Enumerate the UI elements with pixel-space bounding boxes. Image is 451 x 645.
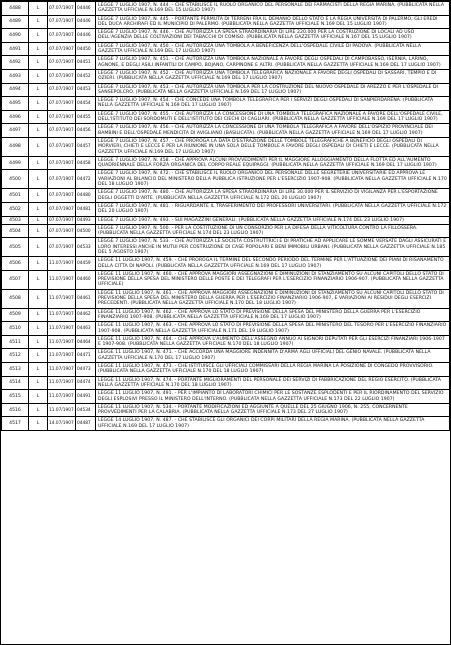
entry-type: L: [29, 270, 48, 289]
entry-page: 04450: [76, 42, 96, 56]
table-row: [2, 216, 450, 224]
table-row: [2, 417, 450, 431]
entry-number: 4491: [2, 42, 29, 56]
entry-description: LEGGE 7 LUGLIO 1907, N. 533. - CHE AUTORIZZA LE SOCIETA COSTRUTTRICI E DI PRATICHE AD APPLICARE LE SOMME VERSATE DAGLI ASSICURATI E LORO INTERESSI ANCHE IN MUTUI PER COSTRUZIONE DI CASE POPOLARI E BENI IMMOBILI URBANI. (PUBBLICATA NELLA GAZZETTA UFFICIALE N.185 DEL 5 AGOSTO 1907): [96, 238, 450, 257]
entry-type: L: [29, 170, 48, 189]
entry-number: 4501: [2, 189, 29, 203]
entry-page: 04446: [76, 29, 96, 43]
entry-number: 4493: [2, 69, 29, 83]
entry-page: 04461: [76, 289, 96, 308]
entry-description: LEGGE 11 LUGLIO 1907, N. 471. - CHE ACCORDA UNA MAGGIORE INDENNITA D'ARMA AGLI UFFICIALI DEL GENIO NAVALE. (PUBBLICATA NELLA GAZZETTA UFFICIALE N.170 DEL 17 LUGLIO 1907): [96, 349, 450, 363]
entry-description: LEGGE 7 LUGLIO 1907, N. 458. - CHE APPROVA ALCUNI PROVVEDIMENTI PER IL MAGGIORE ALLOGGIAMENTO DELLA FLOTTA ED ALL'AUMENTO QUADRIENNALE DELLA FORZA ORGANICA DEL CORPO REALE EQUIPAGGI. (PUBBLICATA NELLA GAZZETTA UFFICIALE N.169 DEL 17 LUGLIO 1907): [96, 156, 450, 170]
entry-date: 07.07/1907: [49, 217, 74, 223]
entry-number: 4498: [2, 137, 29, 156]
entry-description: LEGGE 7 LUGLIO 1907, N. 450. - CHE AUTORIZZA UNA TOMBOLA A BENEFICENZA DELL'OSPEDALE CIVILE DI PADOVA. (PUBBLICATA NELLA GAZZETTA UFFICIALE N.169 DEL 17 LUGLIO 1907): [96, 42, 450, 56]
entry-description: LEGGE 7 LUGLIO 1907, N. 457. - CHE PROROGA LA DATA D'ESTRAZIONE DELLE TOMBOLE TELEGRAFICHE A BENEFICIO DEGLI OSPEDALI DI MORVIERI, CHIETI E LECCE E PER LA RIUNIONE IN UNA SOLA DELLE TOMBOLE A FAVORE DEGLI OSPEDALI DI CHIETI E LECCE. (PUBBLICATA NELLA GAZZETTA UFFICIALE N.169 DEL 17 LUGLIO 1907): [96, 137, 450, 156]
entry-date: 11.07/1907: [48, 363, 76, 377]
entry-date: 07.07/1907: [48, 224, 76, 238]
entry-number: 4503: [2, 216, 29, 224]
table-row: [2, 15, 450, 29]
entry-type: L: [29, 29, 48, 43]
entry-date: 07.07/1907: [48, 15, 76, 29]
entry-number: 4516: [2, 403, 29, 417]
entry-date: 11.07/1907: [48, 349, 76, 363]
table-row: [2, 189, 450, 203]
entry-page: 04534: [76, 403, 96, 417]
entry-type: L: [29, 376, 48, 390]
law-register-rows: [2, 2, 450, 431]
entry-type: L: [29, 110, 48, 124]
table-row: [2, 124, 450, 138]
entry-description: LEGGE 7 LUGLIO 1907, N. 453. - CHE AUTORIZZA UNA TOMBOLA PER LA COSTRUZIONE DEL NUOVO OSPEDALE DI AREZZO E PER L'OSPEDALE DI SANSEPOLCRO. (PUBBLICATA NELLA GAZZETTA UFFICIALE N.169 DEL 17 LUGLIO 1907): [96, 83, 450, 97]
table-row: [2, 110, 450, 124]
entry-page: 04493: [76, 216, 96, 224]
entry-page: 04458: [76, 156, 96, 170]
entry-date: 07.07/1907: [48, 137, 76, 156]
entry-type: L: [29, 349, 48, 363]
entry-description: LEGGE 11 LUGLIO 1907, N. 491. - PER L'IMPIANTO DI LABORATORI CHIMICI PER LE SOSTANZE ESPLODENTI E PER IL RIORDINAMENTO DEL SERVIZIO DEGLI ESPLOSIVI PRESSO IL MINISTERO DELL'INTERNO. (PUBBLICATA NELLA GAZZETTA UFFICIALE N.173 DEL 22 LUGLIO 1907): [96, 390, 450, 404]
entry-description: LEGGE 11 LUGLIO 1907, N. 473. - CHE ISTITUISCE GLI UFFICIALI COMMISSARI DELLA REGIA MARINA LA POSIZIONE DI CONGEDO PROVVISORIO. (PUBBLICATA NELLA GAZZETTA UFFICIALE N.170 DEL 18 LUGLIO 1907): [96, 363, 450, 377]
entry-description: LEGGE 7 LUGLIO 1907, N. 472. - CHE STABILISCE IL RUOLO ORGANICO DEL PERSONALE DELLE SEGRETERIE UNIVERSITARIE ED APPROVA LE VARIAZIONI AL BILANCIO DEL MINISTERO DELLA PUBBLICA ISTRUZIONE PER L'ESERCIZIO 1907-908. (PUBBLICATA NELLA GAZZETTA UFFICIALE N.170 DEL 18 LUGLIO 1907): [96, 170, 450, 189]
table-row: [2, 322, 450, 336]
entry-page: 04500: [76, 224, 96, 238]
entry-number: 4505: [2, 238, 29, 257]
entry-number: 4506: [2, 257, 29, 271]
entry-page: 04456: [76, 124, 96, 138]
entry-number: 4494: [2, 83, 29, 97]
entry-description: LEGGE 11 LUGLIO 1907, N. 463. - CHE APPROVA LO STATO DI PREVISIONE DELLA SPESA DEL MINISTERO DEL TESORO PER L'ESERCIZIO FINANZIARIO 1907-908. (PUBBLICATA NELLA GAZZETTA UFFICIALE N.171 DEL 19 LUGLIO 1907): [96, 322, 450, 336]
entry-date: 07.07/1907: [48, 97, 76, 111]
entry-description: LEGGE 7 LUGLIO 1907, N. 446. - CHE AUTORIZZA LA SPESA STRAORDINARIA DI LIRE 220.000 PER LA COSTRUZIONE DI LOCALI AD USO DELL'AGENZIA DELLE COLTIVAZIONI DEI TABACCHI DI COMISO. (PUBBLICATA NELLA GAZZETTA UFFICIALE N.167 DEL 15 LUGLIO 1907): [96, 29, 450, 43]
entry-page: 04454: [76, 97, 96, 111]
entry-type: L: [29, 289, 48, 308]
entry-page: 04473: [76, 363, 96, 377]
entry-page: 04481: [76, 202, 96, 216]
entry-date: 07.07/1907: [48, 29, 76, 43]
entry-date: 07.07/1907: [48, 69, 76, 83]
entry-page: 04463: [76, 322, 96, 336]
entry-page: 04462: [76, 308, 96, 322]
entry-number: 4511: [2, 335, 29, 349]
entry-description: LEGGE 7 LUGLIO 1907, N. 454. - CHE CONCEDE UNA TOMBOLA TELEGRAFICA PER I SERVIZI DEGLI OSPEDALI DI SANPIERDARENA. (PUBBLICATA NELLA GAZZETTA UFFICIALE N.169 DEL 17 LUGLIO 1907): [96, 97, 450, 111]
entry-description: LEGGE 11 LUGLIO 1907, N. 461. - CHE APPROVA MAGGIORI ASSEGNAZIONI E DIMINUZIONI DI STANZIAMENTO SU ALCUNI CAPITOLI DELLO STATO DI PREVISIONE DELLA SPESA DEL MINISTERO DELLA GUERRA PER L'ESERCIZIO FINANZIARIO 1906-907, E VARIAZIONI AI RESIDUI DEGLI ESERCIZI PRECEDENTI. (PUBBLICATA NELLA GAZZETTA UFFICIALE N.170 DEL 18 LUGLIO 1907): [96, 289, 450, 308]
entry-type: L: [29, 238, 48, 257]
entry-description: LEGGE 7 LUGLIO 1907, N. 451. - CHE AUTORIZZA UNA TOMBOLA NAZIONALE A FAVORE DEGLI OSPEDALI DI CAMPOBASSO, ISERNIA, LARINO, AGNONE, E DEGLI ASILI INFANTILI DI CAMPO, BOJANO, CARPINONE E ALTRI. (PUBBLICATA NELLA GAZZETTA UFFICIALE N.169 DEL 17 LUGLIO 1907): [96, 56, 450, 70]
entry-date: 11.07/1907: [48, 376, 76, 390]
table-row: [2, 156, 450, 170]
entry-date: 11.07/1907: [48, 308, 76, 322]
entry-number: 4496: [2, 110, 29, 124]
entry-date: 14.07/1907: [48, 417, 76, 431]
entry-date: 11.07/1907: [48, 335, 76, 349]
table-row: [2, 56, 450, 70]
entry-type: L: [29, 308, 48, 322]
entry-date: 11.07/1907: [48, 289, 76, 308]
entry-date: 07.07/1907: [48, 170, 76, 189]
entry-page: 04459: [76, 257, 96, 271]
entry-description: LEGGE 7 LUGLIO 1907, N. 456. - CHE AUTORIZZA LA CONCESSIONE DI UNA TOMBOLA TELEGRAFICA A FAVORE DELL'OSPIZIO PROVINCIALE DEI BAMBINI E DELL'OSPEDALE MENDICITA DI AVIGLIANO (BASILICATA). (PUBBLICATA NELLA GAZZETTA UFFICIALE N.169 DEL 17 LUGLIO 1907): [96, 124, 450, 138]
entry-date: 11.07/1907: [48, 257, 76, 271]
entry-date: 07.07/1907: [48, 124, 76, 138]
entry-type: L: [29, 83, 48, 97]
entry-description: LEGGE 7 LUGLIO 1907, N. 455. - CHE AUTORIZZA LA CONCESSIONE DI UNA TOMBOLA TELEGRAFICA NAZIONALE A FAVORE DELL'OSPEDALE CIVILE, DELL'ISTITUTO DEI SORDOMUTI E DELL'ISTITUTO DEI CIECHI DI CAGLIARI. (PUBBLICATA NELLA GAZZETTA UFFICIALE N.169 DEL 17 LUGLIO 1907): [96, 110, 450, 124]
table-row: [2, 97, 450, 111]
entry-number: 4512: [2, 349, 29, 363]
entry-date: 07.07/1907: [48, 156, 76, 170]
entry-description: LEGGE 7 LUGLIO 1907, N. 480. - CHE AUTORIZZA LA SPESA STRAORDINARIA DI LIRE 30.000 PER IL SERVIZIO DI VIGILANZA PER L'ESPORTAZIONE DEGLI OGGETTI D'ARTE. (PUBBLICATA NELLA GAZZETTA UFFICIALE N.172 DEL 20 LUGLIO 1907): [96, 189, 450, 203]
entry-page: 04457: [76, 137, 96, 156]
entry-number: 4513: [2, 363, 29, 377]
entry-type: L: [29, 189, 48, 203]
entry-page: 04472: [76, 170, 96, 189]
table-row: [2, 42, 450, 56]
entry-page: 04460: [76, 270, 96, 289]
table-row: [2, 289, 450, 308]
entry-number: 4495: [2, 97, 29, 111]
entry-page: 04455: [76, 110, 96, 124]
entry-description: LEGGE 7 LUGLIO 1907, N. 444. - CHE STABILISCE IL RUOLO ORGANICO DEL PERSONALE DEI FARMACISTI DELLA REGIA MARINA. (PUBBLICATA NELLA GAZZETTA UFFICIALE N.169 DEL 15 LUGLIO 1907): [96, 2, 450, 16]
entry-type: L: [29, 137, 48, 156]
table-row: [2, 257, 450, 271]
table-row: [2, 363, 450, 377]
table-row: [2, 29, 450, 43]
table-row: [2, 238, 450, 257]
entry-page: 04471: [76, 349, 96, 363]
entry-date: 07.07/1907: [48, 42, 76, 56]
entry-number: 4490: [2, 29, 29, 43]
entry-page: 04474: [76, 376, 96, 390]
entry-description: LEGGE 11 LUGLIO 1907, N. 459. - CHE PROROGA IL TERMINE DEL SECONDO PERIODO DEL TERMINE PER L'ATTUAZIONE DEI PIANI DI RISANAMENTO DELLA CITTA DI NAPOLI. (PUBBLICATA NELLA GAZZETTA UFFICIALE N.169 DEL 17 LUGLIO 1907): [96, 257, 450, 271]
entry-description: LEGGE 11 LUGLIO 1907, N. 462. - CHE APPROVA LO STATO DI PREVISIONE DELLA SPESA DEL MINISTERO DELLA GUERRA PER L'ESERCIZIO FINANZIARIO 1907-908. (PUBBLICATA NELLA GAZZETTA UFFICIALE N.169 DEL 17 LUGLIO 1907): [96, 308, 450, 322]
entry-description: LEGGE 7 LUGLIO 1907, N. 445. - PORTANTE PERMUTA DI TERRENI FRA IL DEMANIO DELLO STATO E LA REGIA UNIVERSITA DI PALERMO, GLI EREDI DEL DUCA ARCHIRAFI ED IL MUNICIPIO DI PALERMO. (PUBBLICATA NELLA GAZZETTA UFFICIALE N.169 DEL 15 LUGLIO 1907): [96, 15, 450, 29]
entry-page: 04480: [76, 189, 96, 203]
table-row: [2, 2, 450, 16]
entry-page: 04464: [76, 335, 96, 349]
entry-number: 4509: [2, 308, 29, 322]
table-row: [2, 376, 450, 390]
law-register-table: [1, 1, 450, 431]
entry-number: 4515: [2, 390, 29, 404]
table-row: [2, 349, 450, 363]
entry-number: 4500: [2, 170, 29, 189]
entry-page: 04446: [76, 2, 96, 16]
entry-date: 07.07/1907: [48, 202, 76, 216]
entry-date: 07.07/1907: [48, 56, 76, 70]
entry-type: L: [29, 363, 48, 377]
entry-type: L: [29, 97, 48, 111]
entry-type: L: [29, 124, 48, 138]
entry-date: 11.07/1907: [48, 403, 76, 417]
table-row: [2, 308, 450, 322]
entry-date: 11.07/1907: [48, 390, 76, 404]
entry-description: LEGGE 11 LUGLIO 1907, N. 460. - CHE APPROVA MAGGIORI ASSEGNAZIONI E DIMINUZIONI DI STANZIAMENTO SU ALCUNI CAPITOLI DELLO STATO DI PREVISIONE DELLA SPESA DEL MINISTERO DELLE POSTE E DEI TELEGRAFI PER L'ESERCIZIO FINANZIARIO 1906-907. (PUBBLICATA NELLA GAZZETTA UFFICIALE): [96, 270, 450, 289]
entry-type: L: [29, 390, 48, 404]
entry-page: 04453: [76, 83, 96, 97]
entry-type: L: [29, 42, 48, 56]
entry-number: 4517: [2, 417, 29, 431]
entry-description: LEGGE 7 LUGLIO 1907, N. 452. - CHE AUTORIZZA UNA TOMBOLA TELEGRAFICA NAZIONALE A FAVORE DEGLI OSPEDALI DI SASSARI, TEMPIO E DI OZIERI. (PUBBLICATA NELLA GAZZETTA UFFICIALE N.169 DEL 17 LUGLIO 1907): [96, 69, 450, 83]
entry-type: L: [29, 335, 48, 349]
entry-type: L: [29, 2, 48, 16]
table-row: [2, 202, 450, 216]
entry-number: 4510: [2, 322, 29, 336]
entry-date: 07.07/1907: [48, 83, 76, 97]
entry-type: L: [29, 202, 48, 216]
entry-type: L: [29, 156, 48, 170]
entry-page: 04446: [76, 15, 96, 29]
entry-number: 4489: [2, 15, 29, 29]
entry-description: LEGGE 11 LUGLIO 1907, N. 474. - PORTANTE MIGLIORAMENTI DEL PERSONALE DEI SERVIZI DI FABBRICAZIONE DEL REGIO ESERCITO. (PUBBLICATA NELLA GAZZETTA UFFICIALE N.170 DEL 18 LUGLIO 1907): [96, 376, 450, 390]
entry-description: LEGGE 7 LUGLIO 1907, N. 493. - SUI MAGAZZINI GENERALI. (PUBBLICATA NELLA GAZZETTA UFFICIALE N.174 DEL 23 LUGLIO 1907): [96, 216, 450, 224]
entry-type: L: [29, 15, 48, 29]
entry-number: 4488: [2, 2, 29, 16]
entry-type: L: [29, 417, 48, 431]
entry-page: 04491: [76, 390, 96, 404]
entry-type: L: [29, 56, 48, 70]
entry-date: 07.07/1907: [48, 2, 76, 16]
entry-description: LEGGE 11 LUGLIO 1907, N. 534. - PORTANTE MODIFICAZIONI ED AGGIUNTE A QUELLE DEL 25 GIUGNO 1906, N. 255, CONCERNENTE PROVVEDIMENTI PER LA CALABRIA. (PUBBLICATA NELLA GAZZETTA UFFICIALE N.173 DEL 27 LUGLIO 1907): [96, 403, 450, 417]
entry-date: 07.07/1907: [48, 238, 76, 257]
entry-number: 4497: [2, 124, 29, 138]
entry-number: 4502: [2, 202, 29, 216]
table-row: [2, 69, 450, 83]
entry-page: 04533: [76, 238, 96, 257]
table-row: [2, 170, 450, 189]
table-row: [2, 403, 450, 417]
entry-type: L: [29, 403, 48, 417]
entry-number: 4514: [2, 376, 29, 390]
entry-number: 4499: [2, 156, 29, 170]
entry-page: 04451: [76, 56, 96, 70]
entry-number: 4492: [2, 56, 29, 70]
table-row: [2, 83, 450, 97]
entry-number: 4507: [2, 270, 29, 289]
entry-date: 07.07/1907: [48, 189, 76, 203]
entry-type: L: [29, 216, 48, 224]
entry-number: 4504: [2, 224, 29, 238]
entry-date: 11.07/1907: [48, 270, 76, 289]
entry-description: LEGGE 11 LUGLIO 1907, N. 464. - CHE APPROVA L'AUMENTO DELL'ASSEGNO ANNUO AI SIGNORI DEPUTATI PER GLI ESERCIZI FINANZIARI 1906-1907 E 1907-908. (PUBBLICATA NELLA GAZZETTA UFFICIALE N.170 DEL 18 LUGLIO 1907): [96, 335, 450, 349]
entry-number: 4508: [2, 289, 29, 308]
entry-type: L: [29, 69, 48, 83]
entry-type: L: [29, 257, 48, 271]
entry-page: 04452: [76, 69, 96, 83]
table-row: [2, 224, 450, 238]
entry-type: L: [29, 224, 48, 238]
entry-description: LEGGE 7 LUGLIO 1907, N. 500. - PER LA COSTITUZIONE DI UN CONSORZIO PER LA DIFESA DELLA VITICOLTURA CONTRO LA FILLOSSERA. (PUBBLICATA NELLA GAZZETTA UFFICIALE N.174 DEL 23 LUGLIO 1907): [96, 224, 450, 238]
entry-description: LEGGE 14 LUGLIO 1907, N. 487. - CHE STABILISCE GLI ORGANICI DEI CORPI MILITARI DELLA REGIA MARINA. (PUBBLICATA NELLA GAZZETTA UFFICIALE N.169 DEL 17 LUGLIO 1907): [96, 417, 450, 431]
table-row: [2, 137, 450, 156]
entry-date: 11.07/1907: [48, 322, 76, 336]
table-row: [2, 335, 450, 349]
entry-type: L: [29, 322, 48, 336]
table-row: [2, 270, 450, 289]
table-row: [2, 390, 450, 404]
entry-description: LEGGE 7 LUGLIO 1907, N. 481. - RIGUARDANTE IL TRASFERIMENTO DEI PROFESSORI UNIVERSITARI. (PUBBLICATA NELLA GAZZETTA UFFICIALE N.172 DEL 20 LUGLIO 1907): [96, 202, 450, 216]
entry-date: 07.07/1907: [48, 110, 76, 124]
entry-page: 04487: [76, 417, 96, 431]
